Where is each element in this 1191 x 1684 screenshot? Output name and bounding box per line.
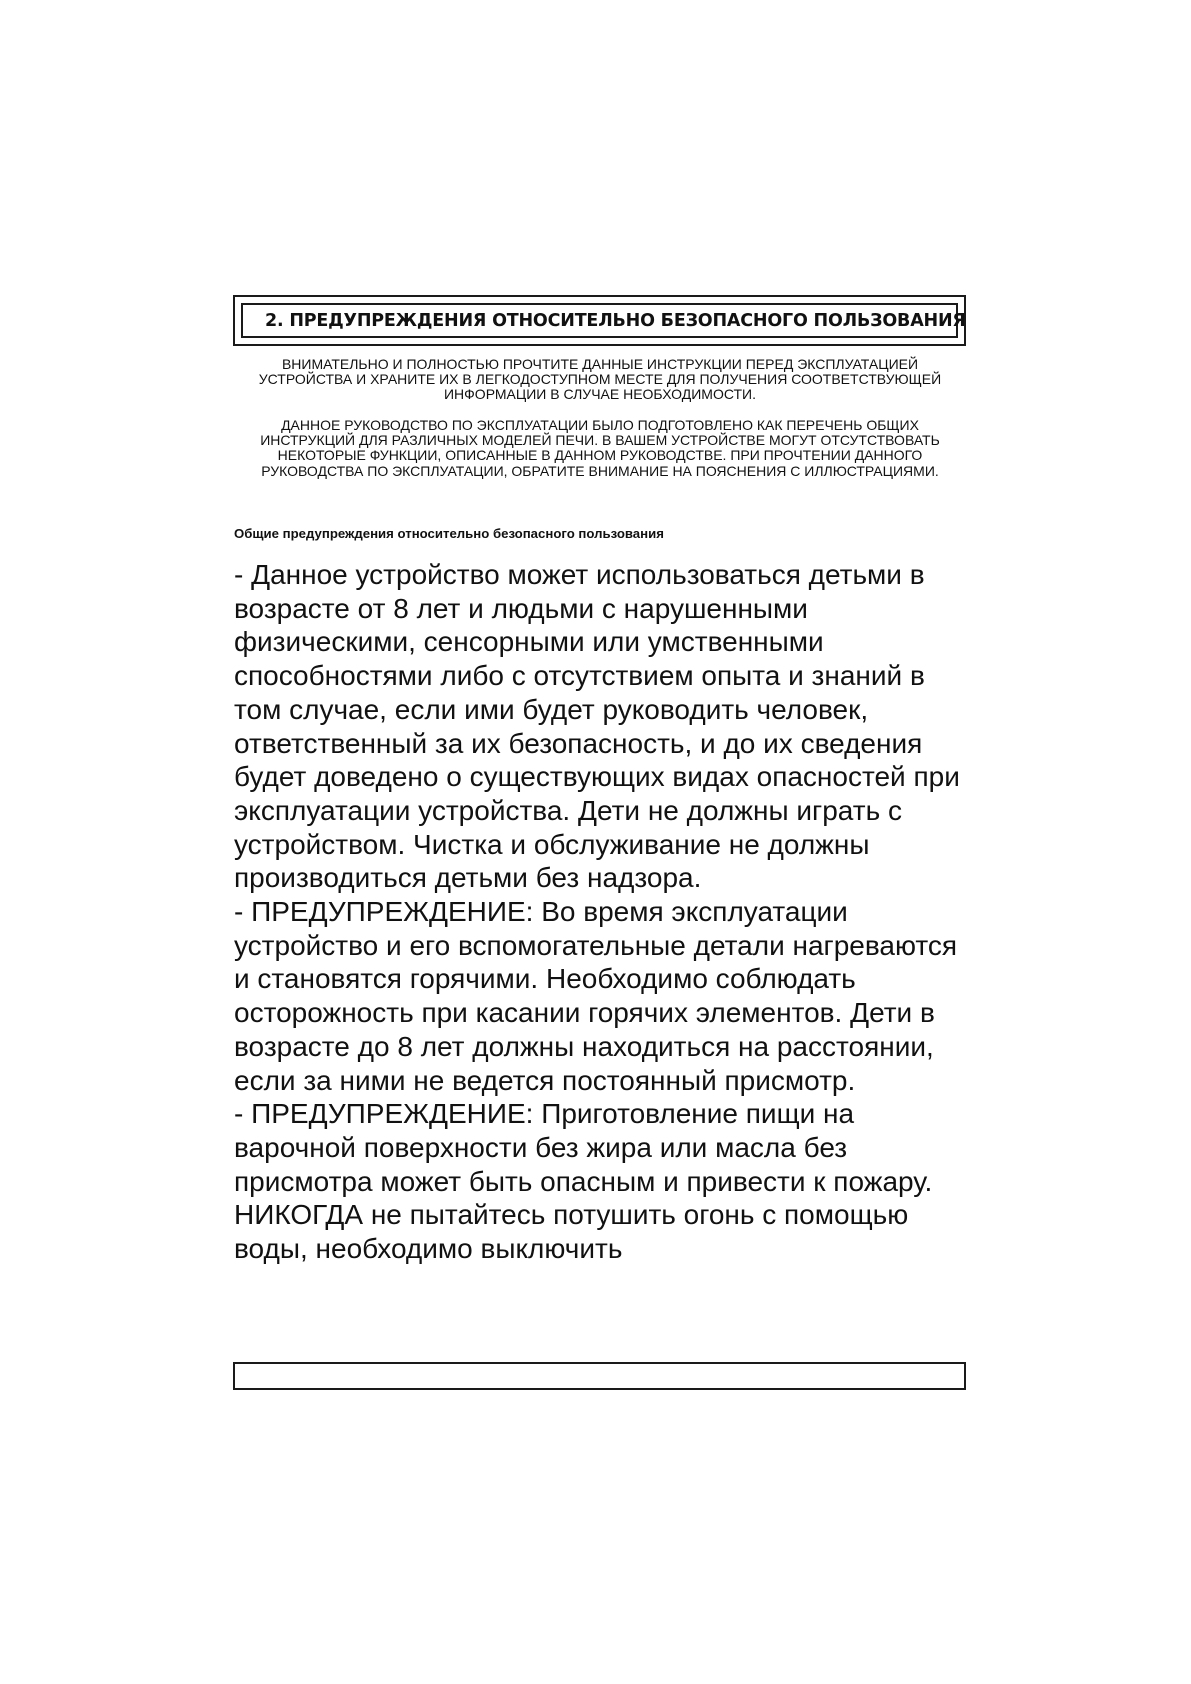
section-title: 2. ПРЕДУПРЕЖДЕНИЯ ОТНОСИТЕЛЬНО БЕЗОПАСНОГО ПОЛЬЗОВАНИЯ <box>265 310 966 331</box>
footer-box <box>233 1362 966 1390</box>
warnings-list <box>234 558 974 1266</box>
section-header-frame <box>233 295 966 346</box>
section-header-inner-frame <box>241 303 966 338</box>
intro-paragraph-manual-scope: ДАННОЕ РУКОВОДСТВО ПО ЭКСПЛУАТАЦИИ БЫЛО ПОДГОТОВЛЕНО КАК ПЕРЕЧЕНЬ ОБЩИХ ИНСТРУКЦИЙ ДЛЯ РАЗЛИЧНЫХ МОДЕЛЕЙ ПЕЧИ. В ВАШЕМ УСТРОЙСТВЕ МОГУТ ОТСУТСТВОВАТЬ НЕКОТОРЫЕ ФУНКЦИИ, ОПИСАННЫЕ В ДАННОМ РУКОВОДСТВЕ. ПРИ ПРОЧТЕНИИ ДАННОГО РУКОВОДСТВА ПО ЭКСПЛУАТАЦИИ, ОБРАТИТЕ ВНИМАНИЕ НА ПОЯСНЕНИЯ С ИЛЛЮСТРАЦИЯМИ. <box>260 417 940 479</box>
intro-paragraph-read-instructions: ВНИМАТЕЛЬНО И ПОЛНОСТЬЮ ПРОЧТИТЕ ДАННЫЕ ИНСТРУКЦИИ ПЕРЕД ЭКСПЛУАТАЦИЕЙ УСТРОЙСТВА И ХРАНИТЕ ИХ В ЛЕГКОДОСТУПНОМ МЕСТЕ ДЛЯ ПОЛУЧЕНИЯ СООТВЕТСТВУЮЩЕЙ ИНФОРМАЦИИ В СЛУЧАЕ НЕОБХОДИМОСТИ. <box>258 356 942 403</box>
warning-children-supervision: - Данное устройство может использоваться детьми в возрасте от 8 лет и людьми с нарушенными физическими, сенсорными или умственными способностями либо с отсутствием опыта и знаний в том случае, если ими будет руководить человек, ответственный за их безопасность, и до их сведения будет доведено о существующих видах опасностей при эксплуатации устройства. Дети не должны играть с устройством. Чистка и обслуживание не должны производиться детьми без надзора. <box>234 559 960 894</box>
warning-hot-surfaces: - ПРЕДУПРЕЖДЕНИЕ: Во время эксплуатации устройство и его вспомогательные детали нагреваются и становятся горячими. Необходимо соблюдать осторожность при касании горячих элементов. Дети в возрасте до 8 лет должны находиться на расстоянии, если за ними не ведется постоянный присмотр. <box>234 896 958 1096</box>
warning-fire-risk: - ПРЕДУПРЕЖДЕНИЕ: Приготовление пищи на варочной поверхности без жира или масла без присмотра может быть опасным и привести к пожару. НИКОГДА не пытайтесь потушить огонь с помощью воды, необходимо выключить <box>234 1098 933 1265</box>
general-warnings-subheading: Общие предупреждения относительно безопасного пользования <box>234 526 664 541</box>
